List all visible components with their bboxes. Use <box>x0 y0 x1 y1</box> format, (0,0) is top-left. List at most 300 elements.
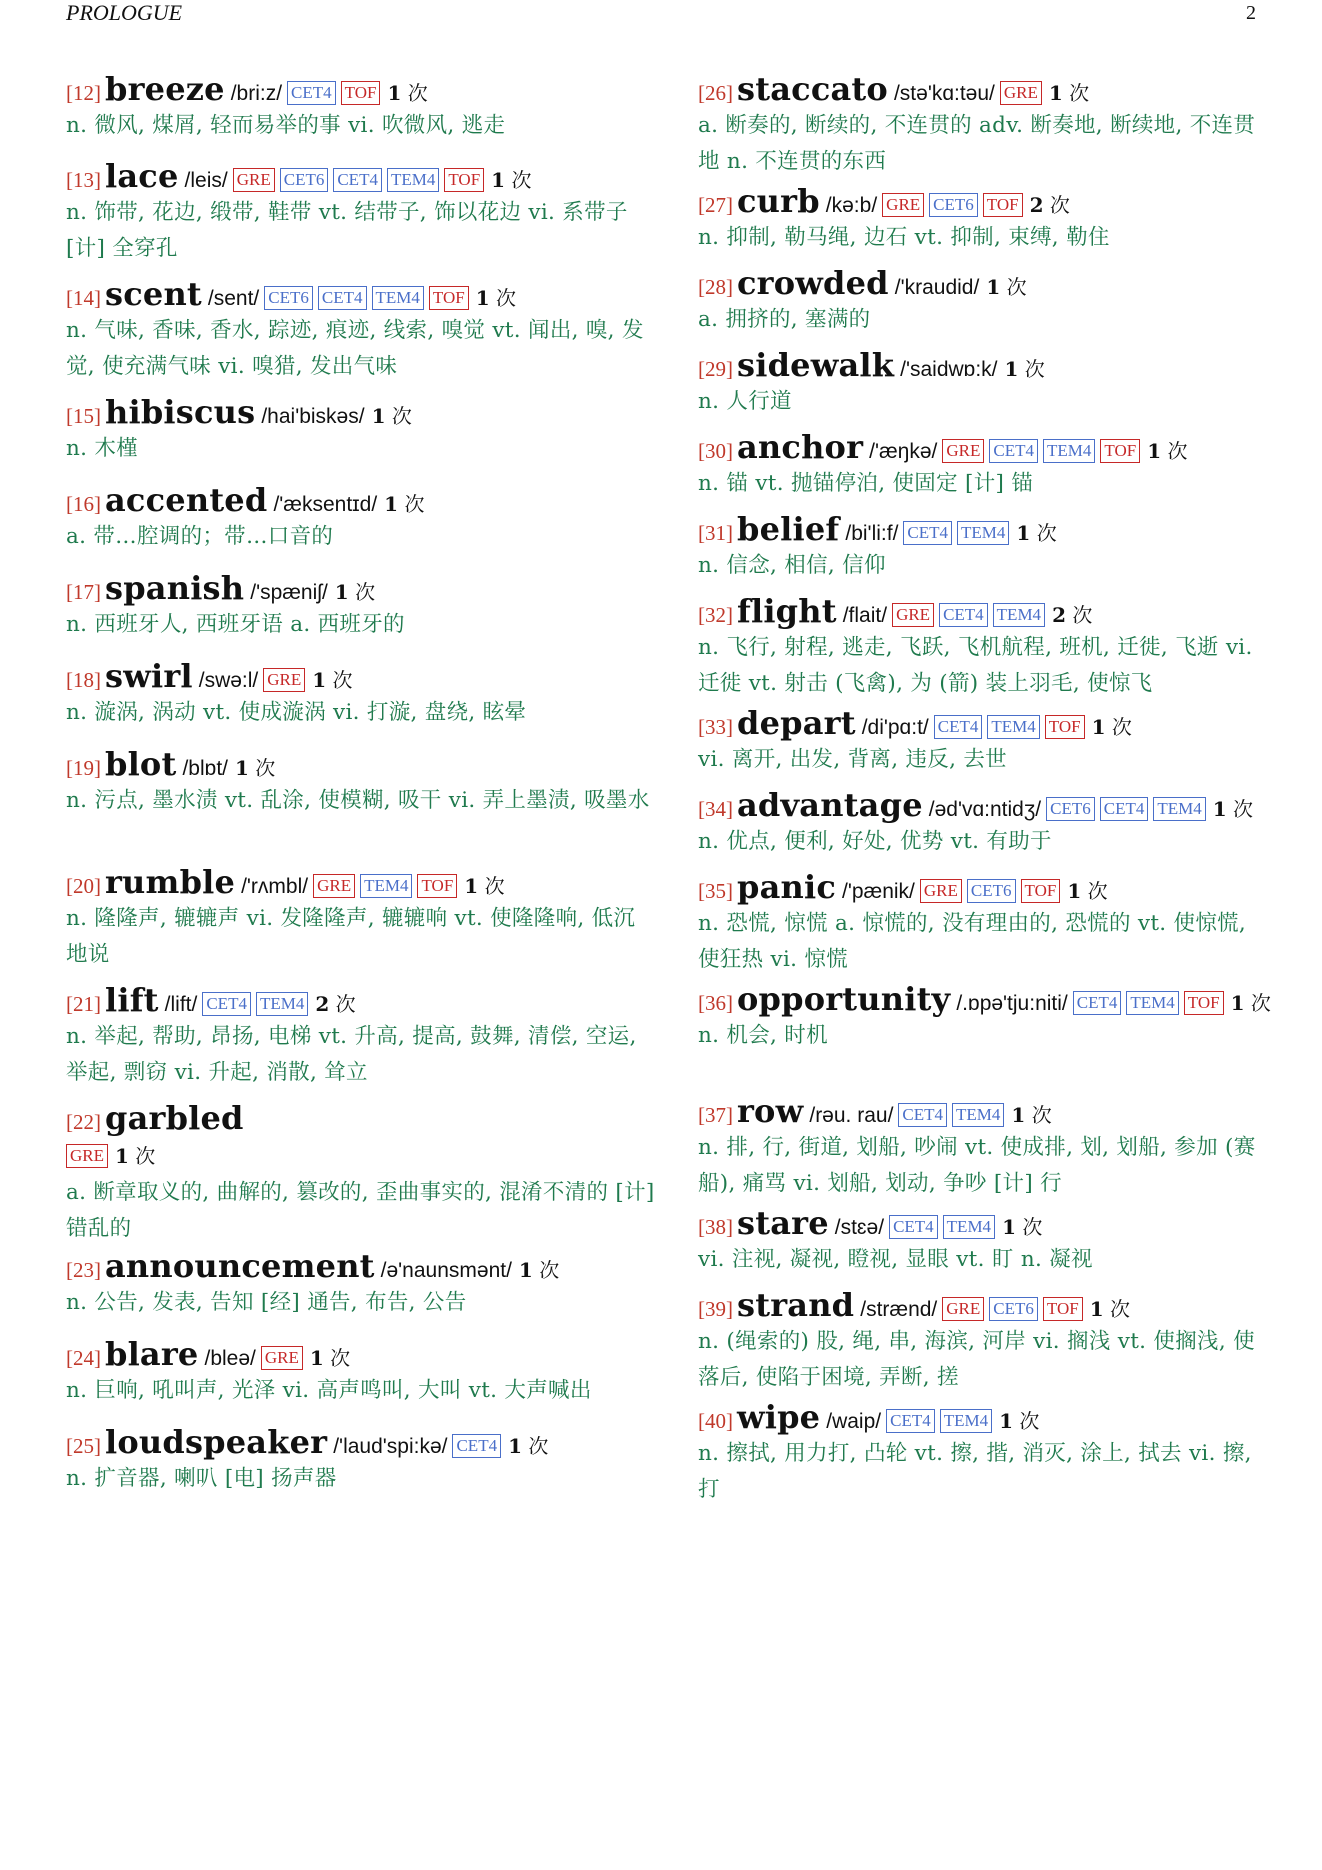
phonetic: /swə:l/ <box>198 669 259 692</box>
entry-headline <box>698 1204 1270 1242</box>
frequency-unit: 次 <box>355 580 376 604</box>
entry-number: [34] <box>698 797 733 821</box>
exam-tag-gre: GRE <box>1000 81 1042 105</box>
entry-headline <box>66 981 656 1019</box>
phonetic: /stə'kɑ:təu/ <box>893 82 995 105</box>
definition: n. 饰带, 花边, 缎带, 鞋带 vt. 结带子, 饰以花边 vi. 系带子 [计] 全穿孔 <box>66 200 628 261</box>
exam-tag-cet4: CET4 <box>989 439 1038 463</box>
frequency-unit: 次 <box>1087 879 1108 903</box>
exam-tag-cet4: CET4 <box>1073 991 1122 1015</box>
word-entry <box>698 980 1270 1092</box>
exam-tag-cet4: CET4 <box>1100 797 1149 821</box>
entry-number: [12] <box>66 81 101 105</box>
exam-tag-tof: TOF <box>1043 1297 1083 1321</box>
phonetic: /stɛə/ <box>834 1216 885 1239</box>
frequency-count: 2 <box>1029 193 1044 217</box>
headword: belief <box>737 510 840 548</box>
definition: n. 人行道 <box>698 389 792 414</box>
phonetic: /'pænik/ <box>842 880 915 903</box>
definition: n. (绳索的) 股, 绳, 串, 海滨, 河岸 vi. 搁浅 vt. 使搁浅, 使落后, 使陷于困境, 弄断, 搓 <box>698 1329 1255 1390</box>
entry-number: [35] <box>698 879 733 903</box>
exam-tag-gre: GRE <box>892 603 934 627</box>
frequency-unit: 次 <box>1072 603 1093 627</box>
exam-tag-tem4: TEM4 <box>993 603 1045 627</box>
exam-tag-tem4: TEM4 <box>957 521 1009 545</box>
word-entry <box>698 182 1270 264</box>
headword: announcement <box>105 1247 375 1285</box>
definition: vi. 注视, 凝视, 瞪视, 显眼 vt. 盯 n. 凝视 <box>698 1247 1093 1272</box>
entry-number: [33] <box>698 715 733 739</box>
exam-tag-tem4: TEM4 <box>943 1215 995 1239</box>
entry-headline <box>698 346 1270 384</box>
exam-tag-gre: GRE <box>920 879 962 903</box>
frequency-count: 1 <box>334 580 349 604</box>
headword: depart <box>737 704 856 742</box>
entry-headline <box>66 863 656 901</box>
exam-tag-gre: GRE <box>942 439 984 463</box>
entry-headline <box>698 1286 1270 1324</box>
phonetic: /bri:z/ <box>230 82 283 105</box>
entry-number: [36] <box>698 991 733 1015</box>
exam-tag-gre: GRE <box>66 1144 108 1168</box>
entry-headline <box>698 592 1270 630</box>
frequency-unit: 次 <box>332 668 353 692</box>
entry-number: [37] <box>698 1103 733 1127</box>
exam-tag-tem4: TEM4 <box>952 1103 1004 1127</box>
entry-headline <box>66 70 656 108</box>
frequency-unit: 次 <box>1069 81 1090 105</box>
entry-number: [18] <box>66 668 101 692</box>
entry-headline <box>698 868 1270 906</box>
word-entry <box>66 1099 656 1247</box>
entry-headline <box>698 182 1270 220</box>
entry-headline <box>66 157 656 195</box>
exam-tag-gre: GRE <box>942 1297 984 1321</box>
frequency <box>476 286 516 310</box>
entry-number: [25] <box>66 1434 101 1458</box>
definition: vi. 离开, 出发, 背离, 违反, 去世 <box>698 747 1007 772</box>
headword: spanish <box>105 569 245 607</box>
entry-headline <box>66 657 656 695</box>
definition: n. 木槿 <box>66 436 139 461</box>
entry-number: [22] <box>66 1110 101 1134</box>
entry-number: [27] <box>698 193 733 217</box>
headword: advantage <box>737 786 923 824</box>
frequency-count: 1 <box>518 1258 533 1282</box>
word-entry <box>698 428 1270 510</box>
entry-number: [13] <box>66 168 101 192</box>
definition: n. 扩音器, 喇叭 [电] 扬声器 <box>66 1466 337 1491</box>
headword: row <box>737 1092 804 1130</box>
entry-number: [31] <box>698 521 733 545</box>
frequency-unit: 次 <box>511 168 532 192</box>
phonetic: /bi'li:f/ <box>845 522 899 545</box>
word-entry <box>66 1423 656 1491</box>
entry-number: [16] <box>66 492 101 516</box>
headword: scent <box>105 275 202 313</box>
definition: n. 微风, 煤屑, 轻而易举的事 vi. 吹微风, 逃走 <box>66 113 506 138</box>
exam-tag-tof: TOF <box>417 874 457 898</box>
frequency-unit: 次 <box>1111 715 1132 739</box>
exam-tag-cet4: CET4 <box>202 992 251 1016</box>
frequency <box>519 1258 559 1282</box>
frequency <box>1002 1215 1042 1239</box>
page-number: 2 <box>1246 2 1256 24</box>
frequency-count: 2 <box>1052 603 1066 627</box>
headword: rumble <box>105 863 236 901</box>
frequency-count: 1 <box>464 874 479 898</box>
word-entry <box>698 868 1270 980</box>
word-entry <box>698 704 1270 786</box>
exam-tag-gre: GRE <box>233 168 275 192</box>
word-entry <box>66 569 656 657</box>
headword: staccato <box>737 70 888 108</box>
definition: n. 举起, 帮助, 昂扬, 电梯 vt. 升高, 提高, 鼓舞, 清偿, 空运, 举起, 剽窃 vi. 升起, 消散, 耸立 <box>66 1024 637 1085</box>
word-entry <box>698 592 1270 704</box>
phonetic: /sent/ <box>207 287 260 310</box>
frequency-unit: 次 <box>1167 439 1188 463</box>
exam-tag-tof: TOF <box>1045 715 1085 739</box>
frequency-unit: 次 <box>391 404 412 428</box>
word-entry <box>66 981 656 1099</box>
frequency <box>1231 991 1271 1015</box>
frequency <box>1213 797 1253 821</box>
entry-number: [32] <box>698 603 733 627</box>
right-column <box>698 70 1271 1502</box>
frequency-count: 1 <box>387 81 402 105</box>
entry-number: [17] <box>66 580 101 604</box>
definition: n. 飞行, 射程, 逃走, 飞跃, 飞机航程, 班机, 迁徙, 飞逝 vi. 迁徙 vt. 射击 (飞禽), 为 (箭) 装上羽毛, 使惊飞 <box>698 635 1253 696</box>
frequency-count: 1 <box>1016 521 1031 545</box>
frequency-count: 1 <box>1091 715 1106 739</box>
exam-tag-cet4: CET4 <box>333 168 382 192</box>
frequency-count: 1 <box>1067 879 1082 903</box>
frequency <box>312 668 352 692</box>
phonetic: /blɒt/ <box>182 757 228 780</box>
word-entry <box>66 863 656 981</box>
frequency-unit: 次 <box>539 1258 560 1282</box>
frequency <box>1092 715 1132 739</box>
headword: garbled <box>105 1099 244 1137</box>
frequency-count: 1 <box>1230 991 1245 1015</box>
frequency-unit: 次 <box>528 1434 549 1458</box>
frequency-count: 1 <box>371 404 386 428</box>
phonetic: /.ɒpə'tju:niti/ <box>956 992 1068 1015</box>
entry-number: [20] <box>66 874 101 898</box>
headword: lace <box>105 157 179 195</box>
entry-headline <box>66 1423 656 1461</box>
frequency <box>1090 1297 1130 1321</box>
frequency <box>235 756 275 780</box>
frequency <box>387 81 427 105</box>
frequency-unit: 次 <box>335 992 356 1016</box>
exam-tag-tof: TOF <box>1184 991 1224 1015</box>
frequency <box>508 1434 548 1458</box>
frequency-unit: 次 <box>1022 1215 1043 1239</box>
chapter-title: PROLOGUE <box>66 0 183 25</box>
entry-number: [39] <box>698 1297 733 1321</box>
phonetic: /'spæniʃ/ <box>250 581 328 604</box>
phonetic: /'rʌmbl/ <box>241 875 309 898</box>
exam-tag-gre: GRE <box>263 668 305 692</box>
entry-number: [29] <box>698 357 733 381</box>
word-entry <box>698 1204 1270 1286</box>
frequency-count: 1 <box>312 668 327 692</box>
definition: n. 信念, 相信, 信仰 <box>698 553 886 578</box>
headword: wipe <box>737 1398 821 1436</box>
exam-tag-gre: GRE <box>882 193 924 217</box>
frequency-unit: 次 <box>135 1144 156 1168</box>
headword: blot <box>105 745 177 783</box>
entry-headline <box>66 1247 656 1285</box>
exam-tag-cet6: CET6 <box>264 286 313 310</box>
frequency-unit: 次 <box>1036 521 1057 545</box>
word-entry <box>66 157 656 275</box>
word-entry <box>698 1092 1270 1204</box>
phonetic: /hai'biskəs/ <box>261 405 365 428</box>
frequency <box>1011 1103 1051 1127</box>
frequency <box>1030 193 1070 217</box>
frequency-count: 1 <box>309 1346 324 1370</box>
phonetic: /'æŋkə/ <box>869 440 938 463</box>
headword: hibiscus <box>105 393 256 431</box>
headword: lift <box>105 981 159 1019</box>
frequency-count: 1 <box>475 286 490 310</box>
frequency-count: 1 <box>1048 81 1063 105</box>
frequency <box>384 492 424 516</box>
frequency <box>491 168 531 192</box>
exam-tag-tem4: TEM4 <box>1043 439 1095 463</box>
frequency-count: 1 <box>384 492 399 516</box>
phonetic: /'æksentɪd/ <box>273 493 378 516</box>
entry-headline <box>698 980 1270 1018</box>
exam-tag-tem4: TEM4 <box>1153 797 1205 821</box>
definition: a. 带…腔调的；带…口音的 <box>66 524 334 549</box>
frequency-unit: 次 <box>1019 1409 1040 1433</box>
headword: crowded <box>737 264 889 302</box>
phonetic: /strænd/ <box>860 1298 938 1321</box>
left-column <box>66 70 656 1491</box>
entry-headline <box>698 264 1270 302</box>
frequency-count: 1 <box>1212 797 1227 821</box>
definition: n. 抑制, 勒马绳, 边石 vt. 抑制, 束缚, 勒住 <box>698 225 1110 250</box>
exam-tag-tem4: TEM4 <box>387 168 439 192</box>
entry-headline <box>66 569 656 607</box>
frequency <box>335 580 375 604</box>
exam-tag-gre: GRE <box>313 874 355 898</box>
frequency <box>1005 357 1045 381</box>
definition: n. 排, 行, 街道, 划船, 吵闹 vt. 使成排, 划, 划船, 参加 (赛船), 痛骂 vi. 划船, 划动, 争吵 [计] 行 <box>698 1135 1256 1196</box>
exam-tag-cet4: CET4 <box>889 1215 938 1239</box>
entry-number: [26] <box>698 81 733 105</box>
exam-tag-cet4: CET4 <box>934 715 983 739</box>
exam-tag-cet6: CET6 <box>1046 797 1095 821</box>
word-entry <box>66 1247 656 1335</box>
exam-tag-tof: TOF <box>983 193 1023 217</box>
exam-tag-tem4: TEM4 <box>940 1409 992 1433</box>
frequency-unit: 次 <box>1031 1103 1052 1127</box>
exam-tag-tem4: TEM4 <box>987 715 1039 739</box>
frequency-count: 1 <box>1004 357 1019 381</box>
word-entry <box>698 1398 1270 1502</box>
frequency <box>1016 521 1056 545</box>
frequency <box>315 992 355 1016</box>
exam-tag-tof: TOF <box>1021 879 1061 903</box>
exam-tag-cet6: CET6 <box>280 168 329 192</box>
definition: n. 擦拭, 用力打, 凸轮 vt. 擦, 揩, 消灭, 涂上, 拭去 vi. 擦, 打 <box>698 1441 1252 1502</box>
frequency <box>464 874 504 898</box>
frequency-count: 1 <box>508 1434 522 1458</box>
headword: breeze <box>105 70 225 108</box>
exam-tag-cet4: CET4 <box>903 521 952 545</box>
exam-tag-cet6: CET6 <box>929 193 978 217</box>
headword: blare <box>105 1335 199 1373</box>
exam-tag-tem4: TEM4 <box>360 874 412 898</box>
definition: n. 公告, 发表, 告知 [经] 通告, 布告, 公告 <box>66 1290 467 1315</box>
headword: loudspeaker <box>105 1423 328 1461</box>
frequency-unit: 次 <box>1049 193 1070 217</box>
entry-headline <box>66 1335 656 1373</box>
definition: a. 断奏的, 断续的, 不连贯的 adv. 断奏地, 断续地, 不连贯地 n. 不连贯的东西 <box>698 113 1256 174</box>
entry-headline <box>698 786 1270 824</box>
frequency-unit: 次 <box>407 81 428 105</box>
exam-tag-gre: GRE <box>261 1346 303 1370</box>
entry-number: [23] <box>66 1258 101 1282</box>
phonetic: /kə:b/ <box>825 194 878 217</box>
word-entry <box>698 346 1270 428</box>
entry-number: [28] <box>698 275 733 299</box>
entry-number: [24] <box>66 1346 101 1370</box>
exam-tag-tof: TOF <box>444 168 484 192</box>
entry-headline <box>66 481 656 519</box>
exam-tag-cet4: CET4 <box>318 286 367 310</box>
frequency <box>999 1409 1039 1433</box>
frequency-count: 1 <box>1147 439 1162 463</box>
exam-tag-cet4: CET4 <box>452 1434 501 1458</box>
phonetic: /rəu. rau/ <box>809 1104 894 1127</box>
headword: flight <box>737 592 837 630</box>
exam-tag-cet6: CET6 <box>989 1297 1038 1321</box>
entry-headline <box>66 1099 656 1137</box>
phonetic: /bleə/ <box>204 1347 256 1370</box>
frequency-count: 1 <box>491 168 506 192</box>
frequency-unit: 次 <box>330 1346 351 1370</box>
word-entry <box>66 657 656 745</box>
definition: n. 漩涡, 涡动 vt. 使成漩涡 vi. 打漩, 盘绕, 眩晕 <box>66 700 527 725</box>
phonetic: /di'pɑ:t/ <box>861 716 929 739</box>
word-entry <box>698 264 1270 346</box>
word-entry <box>698 70 1270 182</box>
frequency-count: 1 <box>235 756 249 780</box>
exam-tag-tof: TOF <box>1100 439 1140 463</box>
word-entry <box>698 786 1270 868</box>
word-entry <box>66 70 656 157</box>
definition: n. 优点, 便利, 好处, 优势 vt. 有助于 <box>698 829 1052 854</box>
exam-tag-cet6: CET6 <box>967 879 1016 903</box>
headword: anchor <box>737 428 864 466</box>
entry-number: [19] <box>66 756 101 780</box>
headword: opportunity <box>737 980 951 1018</box>
exam-tag-tof: TOF <box>341 81 381 105</box>
frequency <box>986 275 1026 299</box>
phonetic: /lift/ <box>164 993 198 1016</box>
definition: n. 巨响, 吼叫声, 光泽 vi. 高声鸣叫, 大叫 vt. 大声喊出 <box>66 1378 592 1403</box>
definition: a. 拥挤的, 塞满的 <box>698 307 871 332</box>
frequency <box>1147 439 1187 463</box>
frequency-unit: 次 <box>495 286 516 310</box>
running-head <box>66 0 1256 32</box>
frequency <box>1049 81 1089 105</box>
frequency <box>310 1346 350 1370</box>
entry-headline <box>66 393 656 431</box>
entry-number: [30] <box>698 439 733 463</box>
phonetic: /'laud'spi:kə/ <box>333 1435 448 1458</box>
phonetic: /'saidwɒ:k/ <box>900 358 998 381</box>
frequency-unit: 次 <box>1109 1297 1130 1321</box>
word-entry <box>698 510 1270 592</box>
exam-tag-cet4: CET4 <box>287 81 336 105</box>
frequency-count: 1 <box>1089 1297 1104 1321</box>
entry-headline <box>698 510 1270 548</box>
definition: n. 机会, 时机 <box>698 1023 828 1048</box>
headword: stare <box>737 1204 829 1242</box>
frequency-count: 1 <box>1002 1215 1016 1239</box>
definition: n. 污点, 墨水渍 vt. 乱涂, 使模糊, 吸干 vi. 弄上墨渍, 吸墨水 <box>66 788 650 813</box>
word-entry <box>66 393 656 481</box>
word-entry <box>698 1286 1270 1398</box>
entry-number: [14] <box>66 286 101 310</box>
frequency-count: 1 <box>986 275 1001 299</box>
frequency-unit: 次 <box>404 492 425 516</box>
definition: n. 隆隆声, 辘辘声 vi. 发隆隆声, 辘辘响 vt. 使隆隆响, 低沉地说 <box>66 906 636 967</box>
headword: sidewalk <box>737 346 895 384</box>
headword: curb <box>737 182 820 220</box>
exam-tag-tem4: TEM4 <box>372 286 424 310</box>
entry-headline <box>698 1092 1270 1130</box>
exam-tag-tof: TOF <box>429 286 469 310</box>
frequency <box>1067 879 1107 903</box>
exam-tag-tem4: TEM4 <box>256 992 308 1016</box>
entry-number: [21] <box>66 992 101 1016</box>
headword: swirl <box>105 657 193 695</box>
entry-headline <box>698 70 1270 108</box>
entry-headline <box>698 1398 1270 1436</box>
phonetic: /'kraudid/ <box>894 276 980 299</box>
entry-tag-line <box>61 1137 656 1175</box>
word-entry <box>66 481 656 569</box>
frequency-unit: 次 <box>484 874 505 898</box>
phonetic: /leis/ <box>184 169 228 192</box>
phonetic: /ə'naunsmənt/ <box>380 1259 512 1282</box>
definition: n. 西班牙人, 西班牙语 a. 西班牙的 <box>66 612 405 637</box>
headword: panic <box>737 868 837 906</box>
frequency <box>372 404 412 428</box>
word-entry <box>66 275 656 393</box>
phonetic: /waip/ <box>826 1410 882 1433</box>
definition: a. 断章取义的, 曲解的, 篡改的, 歪曲事实的, 混淆不清的 [计] 错乱的 <box>66 1180 655 1241</box>
definition: n. 恐慌, 惊慌 a. 惊慌的, 没有理由的, 恐慌的 vt. 使惊慌, 使狂热 vi. 惊慌 <box>698 911 1247 972</box>
frequency-count: 2 <box>315 992 330 1016</box>
entry-number: [15] <box>66 404 101 428</box>
frequency-unit: 次 <box>255 756 276 780</box>
exam-tag-cet4: CET4 <box>939 603 988 627</box>
frequency <box>115 1144 155 1168</box>
frequency-unit: 次 <box>1250 991 1271 1015</box>
phonetic: /flait/ <box>842 604 888 627</box>
frequency-unit: 次 <box>1233 797 1254 821</box>
exam-tag-tem4: TEM4 <box>1126 991 1178 1015</box>
frequency-count: 1 <box>999 1409 1014 1433</box>
